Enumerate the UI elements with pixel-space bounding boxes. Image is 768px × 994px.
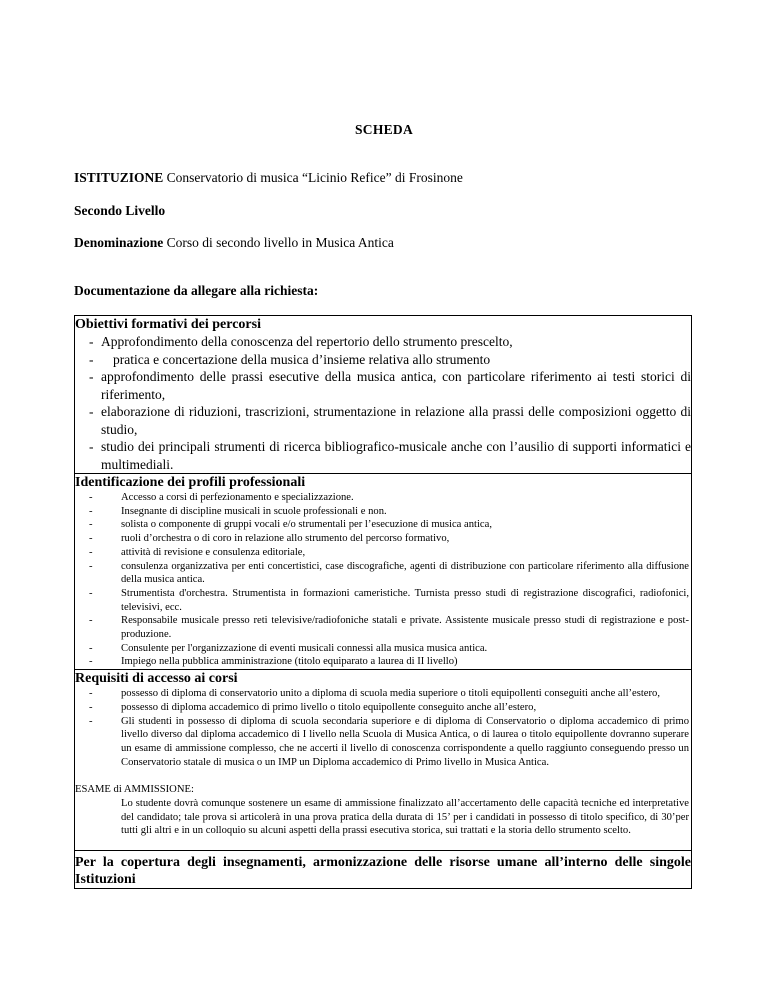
profili-item	[75, 546, 691, 560]
dash-icon: -	[89, 439, 94, 454]
obiettivi-item-text: pratica e concertazione della musica d’insieme relativa allo strumento	[113, 351, 491, 367]
esame-text: Lo studente dovrà comunque sostenere un esame di ammissione finalizzato all’accertamento delle capacità tecniche ed interpretative del candidato; tale prova si articolerà in una prova pratica della durata di 15’ per i candidati in possesso di titolo specifico, di 30’per tutti gli altri e in un colloquio su alcuni aspetti della prassi esecutiva storica, sui trattati e la storia dello strumento scelto.	[121, 798, 689, 837]
profili-item	[75, 642, 691, 656]
esame-title: ESAME di AMMISSIONE:	[75, 784, 194, 796]
obiettivi-item	[75, 368, 691, 403]
profili-item-text: solista o componente di gruppi vocali e/o strumentali per l’esecuzione di musica antica,	[121, 519, 492, 531]
obiettivi-item	[75, 438, 691, 473]
denominazione-label: Denominazione	[74, 235, 164, 250]
dash-icon: -	[89, 334, 94, 349]
page-title: SCHEDA	[354, 122, 414, 137]
copertura-section	[75, 850, 691, 888]
requisiti-item-text: Gli studenti in possesso di diploma di scuola secondaria superiore e di diploma di Conservatorio o diploma accademico di primo livello diverso dal diploma accademico di I livello nella Scuola di Musica Antica, o di laurea o titolo equipollente dovranno superare un esame di ammissione complesso, che ne accerti il livello di conoscenza corrispondente a quello raggiunto conseguendo presso un Conservatorio statale di musica o un IMP un Diploma accademico di Primo livello in Musica Antica.	[121, 715, 689, 768]
livello-line	[74, 203, 165, 219]
istituzione-value: Conservatorio di musica “Licinio Refice” di Frosinone	[166, 170, 463, 185]
profili-item	[75, 587, 691, 614]
denominazione-value: Corso di secondo livello in Musica Antica	[166, 235, 394, 250]
requisiti-section	[75, 669, 691, 850]
obiettivi-item-text: studio dei principali strumenti di ricerca bibliografico-musicale anche con l’ausilio di supporti informatici e multimediali.	[101, 439, 691, 472]
profili-item-text: Responsabile musicale presso reti televisive/radiofoniche statali e private. Assistente musicale presso studi di registrazione e post-produzione.	[121, 615, 689, 641]
dash-icon: -	[89, 546, 93, 558]
profili-item-text: Accesso a corsi di perfezionamento e specializzazione.	[121, 492, 354, 503]
requisiti-item	[75, 701, 691, 715]
obiettivi-item-text: approfondimento delle prassi esecutive della musica antica, con particolare riferimento ai testi storici di riferimento,	[101, 369, 691, 402]
dash-icon: -	[89, 351, 94, 367]
documentazione-label: Documentazione da allegare alla richiesta:	[74, 283, 319, 298]
profili-item-text: Strumentista d'orchestra. Strumentista in formazioni cameristiche. Turnista presso studi di registrazione discografici, radiofonici, televisivi, ecc.	[121, 587, 689, 613]
requisiti-list	[75, 687, 691, 769]
profili-item-text: ruoli d’orchestra o di coro in relazione allo strumento del percorso formativo,	[121, 533, 450, 545]
profili-heading: Identificazione dei profili professionali	[75, 475, 306, 490]
copertura-heading: Per la copertura degli insegnamenti, armonizzazione delle risorse umane all’interno delle singole Istituzioni	[75, 855, 691, 888]
dash-icon: -	[89, 615, 93, 627]
profili-item	[75, 518, 691, 532]
obiettivi-item	[75, 333, 691, 351]
dash-icon: -	[89, 533, 93, 545]
profili-item-text: attività di revisione e consulenza editoriale,	[121, 546, 306, 558]
dash-icon: -	[89, 688, 93, 700]
requisiti-heading: Requisiti di accesso ai corsi	[75, 671, 238, 687]
dash-icon: -	[89, 587, 93, 599]
istituzione-label: ISTITUZIONE	[74, 170, 164, 185]
requisiti-item	[75, 687, 691, 701]
dash-icon: -	[89, 715, 93, 727]
requisiti-item-text: possesso di diploma di conservatorio unito a diploma di scuola media superiore o titoli equipollenti conseguiti anche all’estero,	[121, 688, 660, 700]
profili-item	[75, 655, 691, 669]
obiettivi-heading: Obiettivi formativi dei percorsi	[75, 317, 261, 332]
documentazione-line	[74, 283, 318, 299]
profili-section	[75, 473, 691, 669]
profili-item	[75, 614, 691, 641]
denominazione-line	[74, 235, 394, 251]
profili-item-text: Consulente per l'organizzazione di eventi musicali connessi alla musica musica antica.	[121, 642, 488, 654]
dash-icon: -	[89, 560, 93, 572]
obiettivi-item-text: Approfondimento della conoscenza del repertorio dello strumento prescelto,	[101, 334, 513, 349]
profili-item	[75, 532, 691, 546]
scheda-table	[74, 315, 692, 889]
requisiti-item-text: possesso di diploma accademico di primo livello o titolo equipollente conseguito anche all’estero,	[121, 701, 537, 713]
profili-item-text: Impiego nella pubblica amministrazione (titolo equiparato a laurea di II livello)	[121, 656, 458, 668]
obiettivi-item-text: elaborazione di riduzioni, trascrizioni, strumentazione in relazione alla prassi delle composizioni oggetto di studio,	[101, 404, 691, 437]
profili-item-text: Insegnante di discipline musicali in scuole professionali e non.	[121, 505, 387, 517]
dash-icon: -	[89, 519, 93, 531]
obiettivi-item	[75, 351, 691, 369]
dash-icon: -	[89, 656, 93, 668]
dash-icon: -	[89, 492, 93, 503]
dash-icon: -	[89, 701, 93, 713]
livello-label: Secondo Livello	[74, 203, 166, 218]
profili-list	[75, 491, 691, 669]
dash-icon: -	[89, 404, 94, 419]
obiettivi-item	[75, 403, 691, 438]
profili-item-text: consulenza organizzativa per enti concertistici, case discografiche, agenti di distribuzione con particolare riferimento alla diffusione della musica antica.	[121, 560, 689, 586]
dash-icon: -	[89, 505, 93, 517]
requisiti-item	[75, 715, 691, 770]
istituzione-line	[74, 170, 463, 186]
dash-icon: -	[89, 369, 94, 384]
profili-item	[75, 505, 691, 519]
obiettivi-list	[75, 333, 691, 473]
profili-item	[75, 560, 691, 587]
profili-item	[75, 491, 691, 505]
dash-icon: -	[89, 642, 93, 654]
obiettivi-section	[75, 316, 691, 473]
